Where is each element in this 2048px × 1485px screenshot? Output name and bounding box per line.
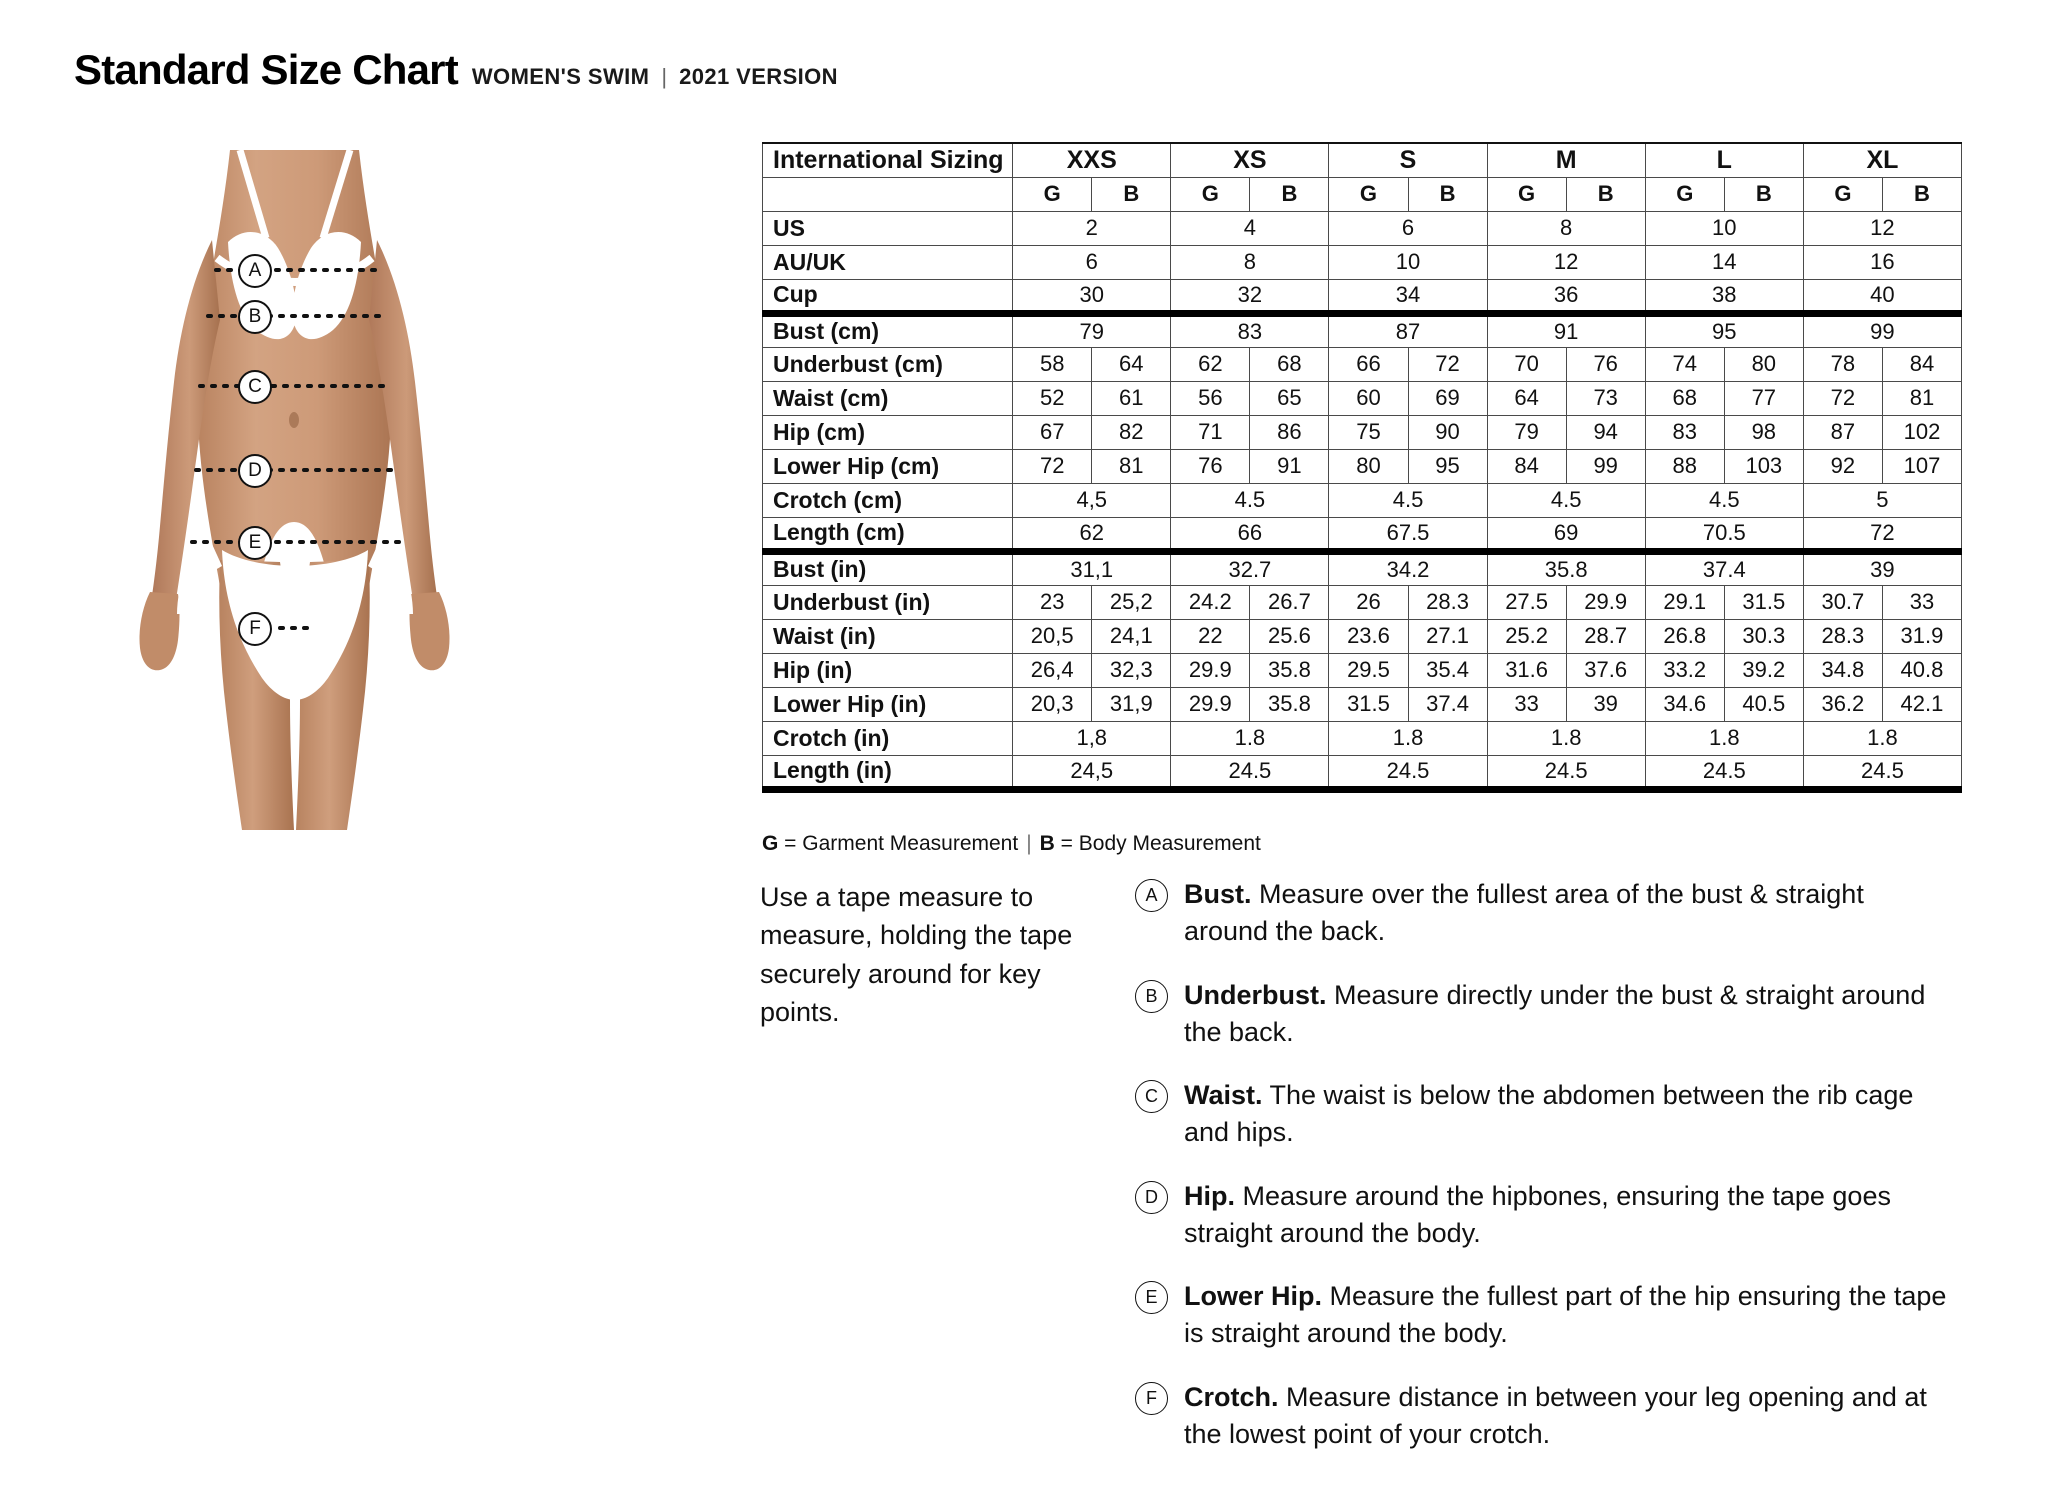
definition-text <box>1184 1278 1955 1353</box>
table-cell: 33 <box>1882 585 1961 619</box>
page-title: Standard Size Chart <box>74 46 458 93</box>
table-cell: 34.8 <box>1803 653 1882 687</box>
table-cell: 71 <box>1171 415 1250 449</box>
table-cell: 90 <box>1408 415 1487 449</box>
table-cell: 38 <box>1645 279 1803 313</box>
table-cell: 4 <box>1171 211 1329 245</box>
definition-term: Waist. <box>1184 1080 1263 1110</box>
table-cell: 72 <box>1013 449 1092 483</box>
table-row-gb <box>763 177 1962 211</box>
table-cell: 40.8 <box>1882 653 1961 687</box>
definition-text <box>1184 977 1955 1052</box>
table-cell: 82 <box>1092 415 1171 449</box>
table-cell: 81 <box>1092 449 1171 483</box>
table-cell: 26 <box>1329 585 1408 619</box>
table-legend <box>762 832 1261 856</box>
figure-marker-b <box>238 300 272 334</box>
header-b-xxs: B <box>1092 177 1171 211</box>
table-cell: 32 <box>1171 279 1329 313</box>
table-row <box>763 517 1962 551</box>
table-row <box>763 687 1962 721</box>
table-cell: 83 <box>1171 313 1329 347</box>
table-cell: 29.9 <box>1171 653 1250 687</box>
table-cell: 24.5 <box>1645 755 1803 789</box>
table-cell: 56 <box>1171 381 1250 415</box>
header-b-s: B <box>1408 177 1487 211</box>
table-cell: 30 <box>1013 279 1171 313</box>
legend-b-text: = Body Measurement <box>1054 832 1261 855</box>
row-label: Crotch (cm) <box>763 483 1013 517</box>
table-row <box>763 211 1962 245</box>
row-label: Cup <box>763 279 1013 313</box>
table-cell: 34.6 <box>1645 687 1724 721</box>
marker-letter: F <box>249 618 261 639</box>
table-cell: 68 <box>1250 347 1329 381</box>
header-g-xs: G <box>1171 177 1250 211</box>
table-cell: 28.7 <box>1566 619 1645 653</box>
table-cell: 70 <box>1487 347 1566 381</box>
table-cell: 69 <box>1487 517 1645 551</box>
table-cell: 1.8 <box>1329 721 1487 755</box>
definition-term: Underbust. <box>1184 979 1327 1010</box>
table-cell: 27.1 <box>1408 619 1487 653</box>
table-cell: 23.6 <box>1329 619 1408 653</box>
row-label: Underbust (cm) <box>763 347 1013 381</box>
table-row <box>763 415 1962 449</box>
table-cell: 4.5 <box>1171 483 1329 517</box>
table-cell: 31.5 <box>1329 687 1408 721</box>
table-cell: 95 <box>1645 313 1803 347</box>
table-row <box>763 619 1962 653</box>
row-label: Hip (cm) <box>763 415 1013 449</box>
table-cell: 25.2 <box>1487 619 1566 653</box>
table-cell: 98 <box>1724 415 1803 449</box>
definition-text <box>1184 876 1955 951</box>
table-cell: 32,3 <box>1092 653 1171 687</box>
row-label: Crotch (in) <box>763 721 1013 755</box>
table-cell: 80 <box>1329 449 1408 483</box>
row-label: Length (in) <box>763 755 1013 789</box>
size-chart-table-container <box>762 142 1962 793</box>
table-cell: 34.2 <box>1329 551 1487 585</box>
definition-badge-e: E <box>1135 1281 1168 1314</box>
page-version: 2021 VERSION <box>679 64 838 89</box>
table-row <box>763 551 1962 585</box>
table-cell: 61 <box>1092 381 1171 415</box>
table-cell: 12 <box>1487 245 1645 279</box>
table-cell: 94 <box>1566 415 1645 449</box>
table-cell: 28.3 <box>1803 619 1882 653</box>
table-cell: 39 <box>1566 687 1645 721</box>
table-cell: 1.8 <box>1171 721 1329 755</box>
table-row <box>763 449 1962 483</box>
table-cell: 24.2 <box>1171 585 1250 619</box>
table-cell: 84 <box>1882 347 1961 381</box>
table-cell: 33.2 <box>1645 653 1724 687</box>
table-cell: 77 <box>1724 381 1803 415</box>
table-cell: 39 <box>1803 551 1961 585</box>
definition-term: Hip. <box>1184 1180 1235 1211</box>
definition-item <box>1135 1178 1955 1253</box>
table-row <box>763 381 1962 415</box>
table-row <box>763 313 1962 347</box>
row-label: AU/UK <box>763 245 1013 279</box>
figure-marker-e <box>238 526 272 560</box>
table-cell: 34 <box>1329 279 1487 313</box>
definition-body: Measure over the fullest area of the bust & straight around the back. <box>1184 879 1864 947</box>
table-cell: 24.5 <box>1329 755 1487 789</box>
table-cell: 72 <box>1803 517 1961 551</box>
header-b-m: B <box>1566 177 1645 211</box>
figure-marker-f <box>238 612 272 646</box>
table-cell: 73 <box>1566 381 1645 415</box>
legend-b-key: B <box>1039 832 1055 855</box>
table-cell: 39.2 <box>1724 653 1803 687</box>
measurement-definitions <box>1135 876 1955 1479</box>
table-cell: 107 <box>1882 449 1961 483</box>
navel <box>289 412 299 428</box>
table-cell: 60 <box>1329 381 1408 415</box>
table-cell: 30.3 <box>1724 619 1803 653</box>
table-cell: 10 <box>1645 211 1803 245</box>
header-g-m: G <box>1487 177 1566 211</box>
table-cell: 6 <box>1013 245 1171 279</box>
table-cell: 27.5 <box>1487 585 1566 619</box>
figure-marker-d <box>238 454 272 488</box>
page-header <box>74 46 838 94</box>
body-illustration <box>80 130 520 830</box>
table-cell: 1.8 <box>1803 721 1961 755</box>
table-row <box>763 347 1962 381</box>
table-cell: 29.1 <box>1645 585 1724 619</box>
table-cell: 2 <box>1013 211 1171 245</box>
header-g-xl: G <box>1803 177 1882 211</box>
row-label: Lower Hip (cm) <box>763 449 1013 483</box>
table-cell: 67.5 <box>1329 517 1487 551</box>
table-cell: 99 <box>1566 449 1645 483</box>
header-international-sizing: International Sizing <box>763 143 1013 177</box>
definition-body: Measure directly under the bust & straight around the back. <box>1184 979 1926 1047</box>
table-cell: 52 <box>1013 381 1092 415</box>
table-cell: 84 <box>1487 449 1566 483</box>
header-size-l: L <box>1645 143 1803 177</box>
legend-g-text: = Garment Measurement <box>778 832 1019 855</box>
figure-marker-c <box>238 370 272 404</box>
table-row <box>763 721 1962 755</box>
table-row <box>763 755 1962 789</box>
table-cell: 29.9 <box>1171 687 1250 721</box>
header-separator: | <box>661 64 668 89</box>
definition-term: Bust. <box>1184 879 1252 909</box>
definition-badge-f: F <box>1135 1382 1168 1415</box>
table-cell: 78 <box>1803 347 1882 381</box>
table-body <box>763 211 1962 789</box>
table-cell: 74 <box>1645 347 1724 381</box>
header-b-xs: B <box>1250 177 1329 211</box>
figure-marker-a <box>238 254 272 288</box>
table-cell: 62 <box>1013 517 1171 551</box>
row-label: Lower Hip (in) <box>763 687 1013 721</box>
table-cell: 35.4 <box>1408 653 1487 687</box>
table-row <box>763 245 1962 279</box>
table-cell: 1.8 <box>1645 721 1803 755</box>
header-g-xxs: G <box>1013 177 1092 211</box>
size-chart-table <box>762 142 1962 793</box>
table-cell: 76 <box>1171 449 1250 483</box>
table-cell: 26,4 <box>1013 653 1092 687</box>
table-cell: 64 <box>1092 347 1171 381</box>
table-cell: 70.5 <box>1645 517 1803 551</box>
table-cell: 31.6 <box>1487 653 1566 687</box>
definition-body: Measure around the hipbones, ensuring the tape goes straight around the body. <box>1184 1180 1891 1248</box>
definition-badge-d: D <box>1135 1181 1168 1214</box>
model-figure <box>80 130 520 830</box>
table-cell: 25.6 <box>1250 619 1329 653</box>
table-cell: 79 <box>1487 415 1566 449</box>
table-cell: 92 <box>1803 449 1882 483</box>
table-cell: 83 <box>1645 415 1724 449</box>
right-hand-shape <box>410 592 450 670</box>
table-cell: 87 <box>1329 313 1487 347</box>
definition-item <box>1135 1077 1955 1152</box>
row-label: Length (cm) <box>763 517 1013 551</box>
table-cell: 88 <box>1645 449 1724 483</box>
definition-item <box>1135 876 1955 951</box>
table-head <box>763 143 1962 211</box>
table-cell: 76 <box>1566 347 1645 381</box>
table-row <box>763 279 1962 313</box>
table-cell: 26.7 <box>1250 585 1329 619</box>
table-cell: 8 <box>1487 211 1645 245</box>
row-label: Underbust (in) <box>763 585 1013 619</box>
table-row <box>763 483 1962 517</box>
table-cell: 87 <box>1803 415 1882 449</box>
table-cell: 95 <box>1408 449 1487 483</box>
definition-body: Measure the fullest part of the hip ensuring the tape is straight around the body. <box>1184 1281 1947 1349</box>
marker-letter: C <box>248 376 262 397</box>
table-cell: 20,3 <box>1013 687 1092 721</box>
table-cell: 24.5 <box>1171 755 1329 789</box>
table-cell: 31,1 <box>1013 551 1171 585</box>
table-cell: 24.5 <box>1487 755 1645 789</box>
definition-item <box>1135 1278 1955 1353</box>
marker-letter: B <box>248 306 262 327</box>
table-cell: 31.9 <box>1882 619 1961 653</box>
definition-text <box>1184 1379 1955 1454</box>
table-cell: 58 <box>1013 347 1092 381</box>
marker-letter: E <box>248 532 262 553</box>
table-cell: 31,9 <box>1092 687 1171 721</box>
table-cell: 66 <box>1171 517 1329 551</box>
table-cell: 4.5 <box>1645 483 1803 517</box>
table-cell: 36 <box>1487 279 1645 313</box>
table-cell: 24,5 <box>1013 755 1171 789</box>
table-cell: 1.8 <box>1487 721 1645 755</box>
table-cell: 65 <box>1250 381 1329 415</box>
table-cell: 25,2 <box>1092 585 1171 619</box>
table-cell: 72 <box>1803 381 1882 415</box>
page-subtitle: WOMEN'S SWIM <box>471 64 650 89</box>
definition-body: The waist is below the abdomen between the rib cage and hips. <box>1184 1080 1914 1148</box>
table-cell: 99 <box>1803 313 1961 347</box>
table-cell: 37.4 <box>1645 551 1803 585</box>
table-cell: 72 <box>1408 347 1487 381</box>
table-cell: 80 <box>1724 347 1803 381</box>
table-cell: 75 <box>1329 415 1408 449</box>
table-row <box>763 585 1962 619</box>
left-hand-shape <box>139 592 179 670</box>
table-cell: 66 <box>1329 347 1408 381</box>
table-cell: 29.5 <box>1329 653 1408 687</box>
table-cell: 68 <box>1645 381 1724 415</box>
marker-letter: D <box>248 460 262 481</box>
row-label: Waist (in) <box>763 619 1013 653</box>
marker-letter: A <box>248 260 262 281</box>
row-label: US <box>763 211 1013 245</box>
table-cell: 20,5 <box>1013 619 1092 653</box>
table-cell: 64 <box>1487 381 1566 415</box>
table-cell: 81 <box>1882 381 1961 415</box>
table-cell: 102 <box>1882 415 1961 449</box>
row-label: Bust (cm) <box>763 313 1013 347</box>
table-cell: 32.7 <box>1171 551 1329 585</box>
definition-badge-c: C <box>1135 1080 1168 1113</box>
table-cell: 29.9 <box>1566 585 1645 619</box>
table-cell: 37.4 <box>1408 687 1487 721</box>
header-g-s: G <box>1329 177 1408 211</box>
table-cell: 40 <box>1803 279 1961 313</box>
table-cell: 28.3 <box>1408 585 1487 619</box>
table-cell: 40.5 <box>1724 687 1803 721</box>
table-cell: 14 <box>1645 245 1803 279</box>
table-cell: 103 <box>1724 449 1803 483</box>
table-row <box>763 653 1962 687</box>
measure-instruction: Use a tape measure to measure, holding the tape securely around for key points. <box>760 882 1073 1027</box>
table-cell: 23 <box>1013 585 1092 619</box>
table-cell: 1,8 <box>1013 721 1171 755</box>
header-size-xs: XS <box>1171 143 1329 177</box>
table-cell: 67 <box>1013 415 1092 449</box>
table-cell: 69 <box>1408 381 1487 415</box>
table-cell: 33 <box>1487 687 1566 721</box>
header-b-l: B <box>1724 177 1803 211</box>
table-cell: 36.2 <box>1803 687 1882 721</box>
table-cell: 79 <box>1013 313 1171 347</box>
table-row-sizes <box>763 143 1962 177</box>
definition-text <box>1184 1077 1955 1152</box>
table-cell: 35.8 <box>1250 653 1329 687</box>
table-cell: 37.6 <box>1566 653 1645 687</box>
table-cell: 22 <box>1171 619 1250 653</box>
definition-text <box>1184 1178 1955 1253</box>
table-cell: 4.5 <box>1487 483 1645 517</box>
header-size-m: M <box>1487 143 1645 177</box>
table-cell: 10 <box>1329 245 1487 279</box>
definition-term: Lower Hip. <box>1184 1281 1323 1311</box>
header-size-xxs: XXS <box>1013 143 1171 177</box>
table-cell: 62 <box>1171 347 1250 381</box>
definition-body: Measure distance in between your leg opening and at the lowest point of your crotch. <box>1184 1381 1927 1449</box>
legend-g-key: G <box>762 832 779 855</box>
definition-badge-a: A <box>1135 879 1168 912</box>
definition-badge-b: B <box>1135 980 1168 1013</box>
row-label: Bust (in) <box>763 551 1013 585</box>
header-size-s: S <box>1329 143 1487 177</box>
table-cell: 4,5 <box>1013 483 1171 517</box>
table-cell: 26.8 <box>1645 619 1724 653</box>
table-cell: 91 <box>1487 313 1645 347</box>
definition-item <box>1135 977 1955 1052</box>
definition-term: Crotch. <box>1184 1381 1279 1412</box>
row-label: Waist (cm) <box>763 381 1013 415</box>
table-cell: 91 <box>1250 449 1329 483</box>
bikini-tie-strand-left <box>180 560 190 614</box>
table-cell: 31.5 <box>1724 585 1803 619</box>
table-cell: 12 <box>1803 211 1961 245</box>
table-cell: 35.8 <box>1487 551 1645 585</box>
table-cell: 8 <box>1171 245 1329 279</box>
header-gb-blank <box>763 177 1013 211</box>
header-b-xl: B <box>1882 177 1961 211</box>
table-cell: 16 <box>1803 245 1961 279</box>
table-cell: 86 <box>1250 415 1329 449</box>
table-cell: 24.5 <box>1803 755 1961 789</box>
header-g-l: G <box>1645 177 1724 211</box>
row-label: Hip (in) <box>763 653 1013 687</box>
table-cell: 4.5 <box>1329 483 1487 517</box>
table-cell: 42.1 <box>1882 687 1961 721</box>
header-size-xl: XL <box>1803 143 1961 177</box>
table-cell: 35.8 <box>1250 687 1329 721</box>
legend-divider: | <box>1026 832 1032 855</box>
table-cell: 5 <box>1803 483 1961 517</box>
table-cell: 30.7 <box>1803 585 1882 619</box>
table-cell: 24,1 <box>1092 619 1171 653</box>
definition-item <box>1135 1379 1955 1454</box>
table-cell: 6 <box>1329 211 1487 245</box>
